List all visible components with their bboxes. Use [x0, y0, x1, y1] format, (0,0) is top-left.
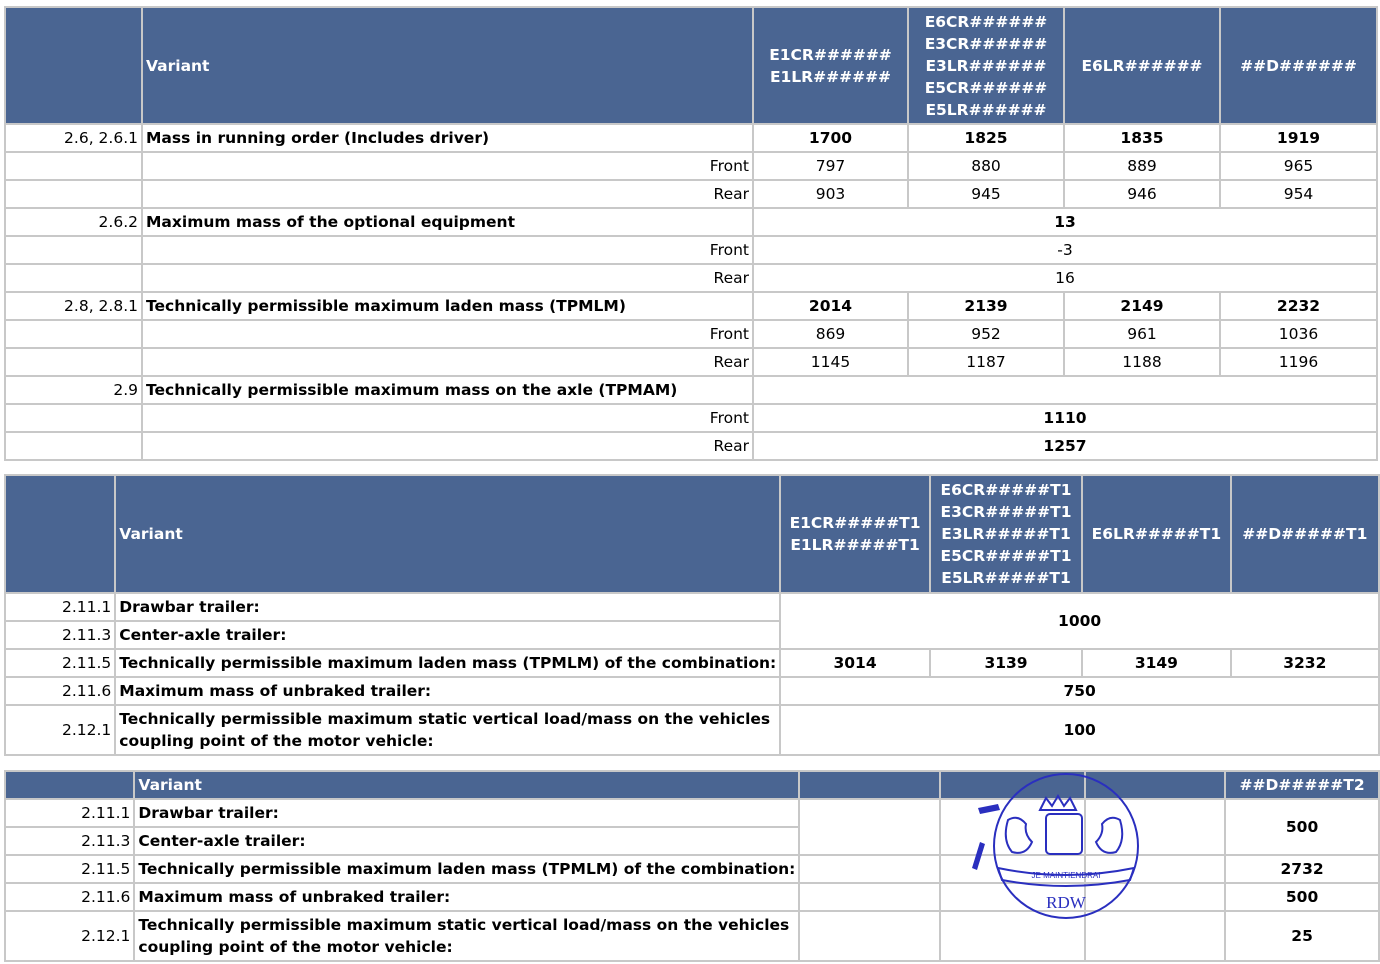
table-row: Front 1110	[5, 404, 1377, 432]
rdw-stamp	[968, 760, 1146, 934]
table-row: 2.11.3 Center-axle trailer:	[5, 621, 1379, 649]
table-row: 2.8, 2.8.1 Technically permissible maximum laden mass (TPMLM) 2014 2139 2149 2232	[5, 292, 1377, 320]
variant-col-4: ##D######	[1220, 7, 1377, 124]
trailer-value: 500	[1225, 799, 1379, 855]
stamp-lion-right-icon	[1096, 818, 1122, 853]
stamp-motto: JE MAINTIENDRAI	[1031, 871, 1101, 880]
variant-col-1: E1CR#####T1 E1LR#####T1	[780, 475, 930, 593]
variant-col-1: E1CR###### E1LR######	[753, 7, 908, 124]
variant-col-4: ##D#####T1	[1231, 475, 1379, 593]
stamp-lion-left-icon	[1006, 818, 1032, 853]
table-row: 2.11.1 Drawbar trailer: 500	[5, 799, 1379, 827]
table-row: 2.11.6 Maximum mass of unbraked trailer: 500	[5, 883, 1379, 911]
trailer-table-t2	[4, 770, 1380, 962]
table-row: Front 869 952 961 1036	[5, 320, 1377, 348]
stamp-crown-icon	[1040, 796, 1076, 810]
variant-col-3: E6LR#####T1	[1082, 475, 1230, 593]
table-row: 2.6.2 Maximum mass of the optional equipment 13	[5, 208, 1377, 236]
table-row: Front -3	[5, 236, 1377, 264]
stamp-mark-icon	[978, 804, 1000, 814]
trailer-table-t1	[4, 474, 1380, 756]
variant-header: Variant	[142, 7, 753, 124]
variant-col-3: E6LR######	[1064, 7, 1220, 124]
mass-table	[4, 6, 1378, 461]
table-row: 2.12.1 Technically permissible maximum static vertical load/mass on the vehicles coupling point of the motor vehicle: 25	[5, 911, 1379, 961]
variant-header: Variant	[134, 771, 799, 799]
table-row: Front 797 880 889 965	[5, 152, 1377, 180]
table-row: 2.11.5 Technically permissible maximum laden mass (TPMLM) of the combination: 2732	[5, 855, 1379, 883]
table-row: 2.11.1 Drawbar trailer: 1000	[5, 593, 1379, 621]
variant-header: Variant	[115, 475, 780, 593]
stamp-name: RDW	[1046, 893, 1086, 912]
trailer-value: 1000	[780, 593, 1379, 649]
table-row: Rear 1145 1187 1188 1196	[5, 348, 1377, 376]
table-row: 2.11.6 Maximum mass of unbraked trailer: 750	[5, 677, 1379, 705]
table-row: 2.11.3 Center-axle trailer:	[5, 827, 1379, 855]
table-row: Rear 1257	[5, 432, 1377, 460]
table-row: 2.12.1 Technically permissible maximum static vertical load/mass on the vehicles coupling point of the motor vehicle: 100	[5, 705, 1379, 755]
stamp-shield-icon	[1046, 814, 1082, 854]
variant-col-4: ##D#####T2	[1225, 771, 1379, 799]
variant-col-2: E6CR###### E3CR###### E3LR###### E5CR###### E5LR######	[908, 7, 1064, 124]
table-row: 2.6, 2.6.1 Mass in running order (Includes driver) 1700 1825 1835 1919	[5, 124, 1377, 152]
table-row: Rear 903 945 946 954	[5, 180, 1377, 208]
table-row: 2.9 Technically permissible maximum mass on the axle (TPMAM)	[5, 376, 1377, 404]
table-row: 2.11.5 Technically permissible maximum laden mass (TPMLM) of the combination: 3014 3139 3149 3232	[5, 649, 1379, 677]
variant-col-2: E6CR#####T1 E3CR#####T1 E3LR#####T1 E5CR#####T1 E5LR#####T1	[930, 475, 1082, 593]
table-row: Rear 16	[5, 264, 1377, 292]
stamp-mark-icon	[972, 842, 985, 870]
